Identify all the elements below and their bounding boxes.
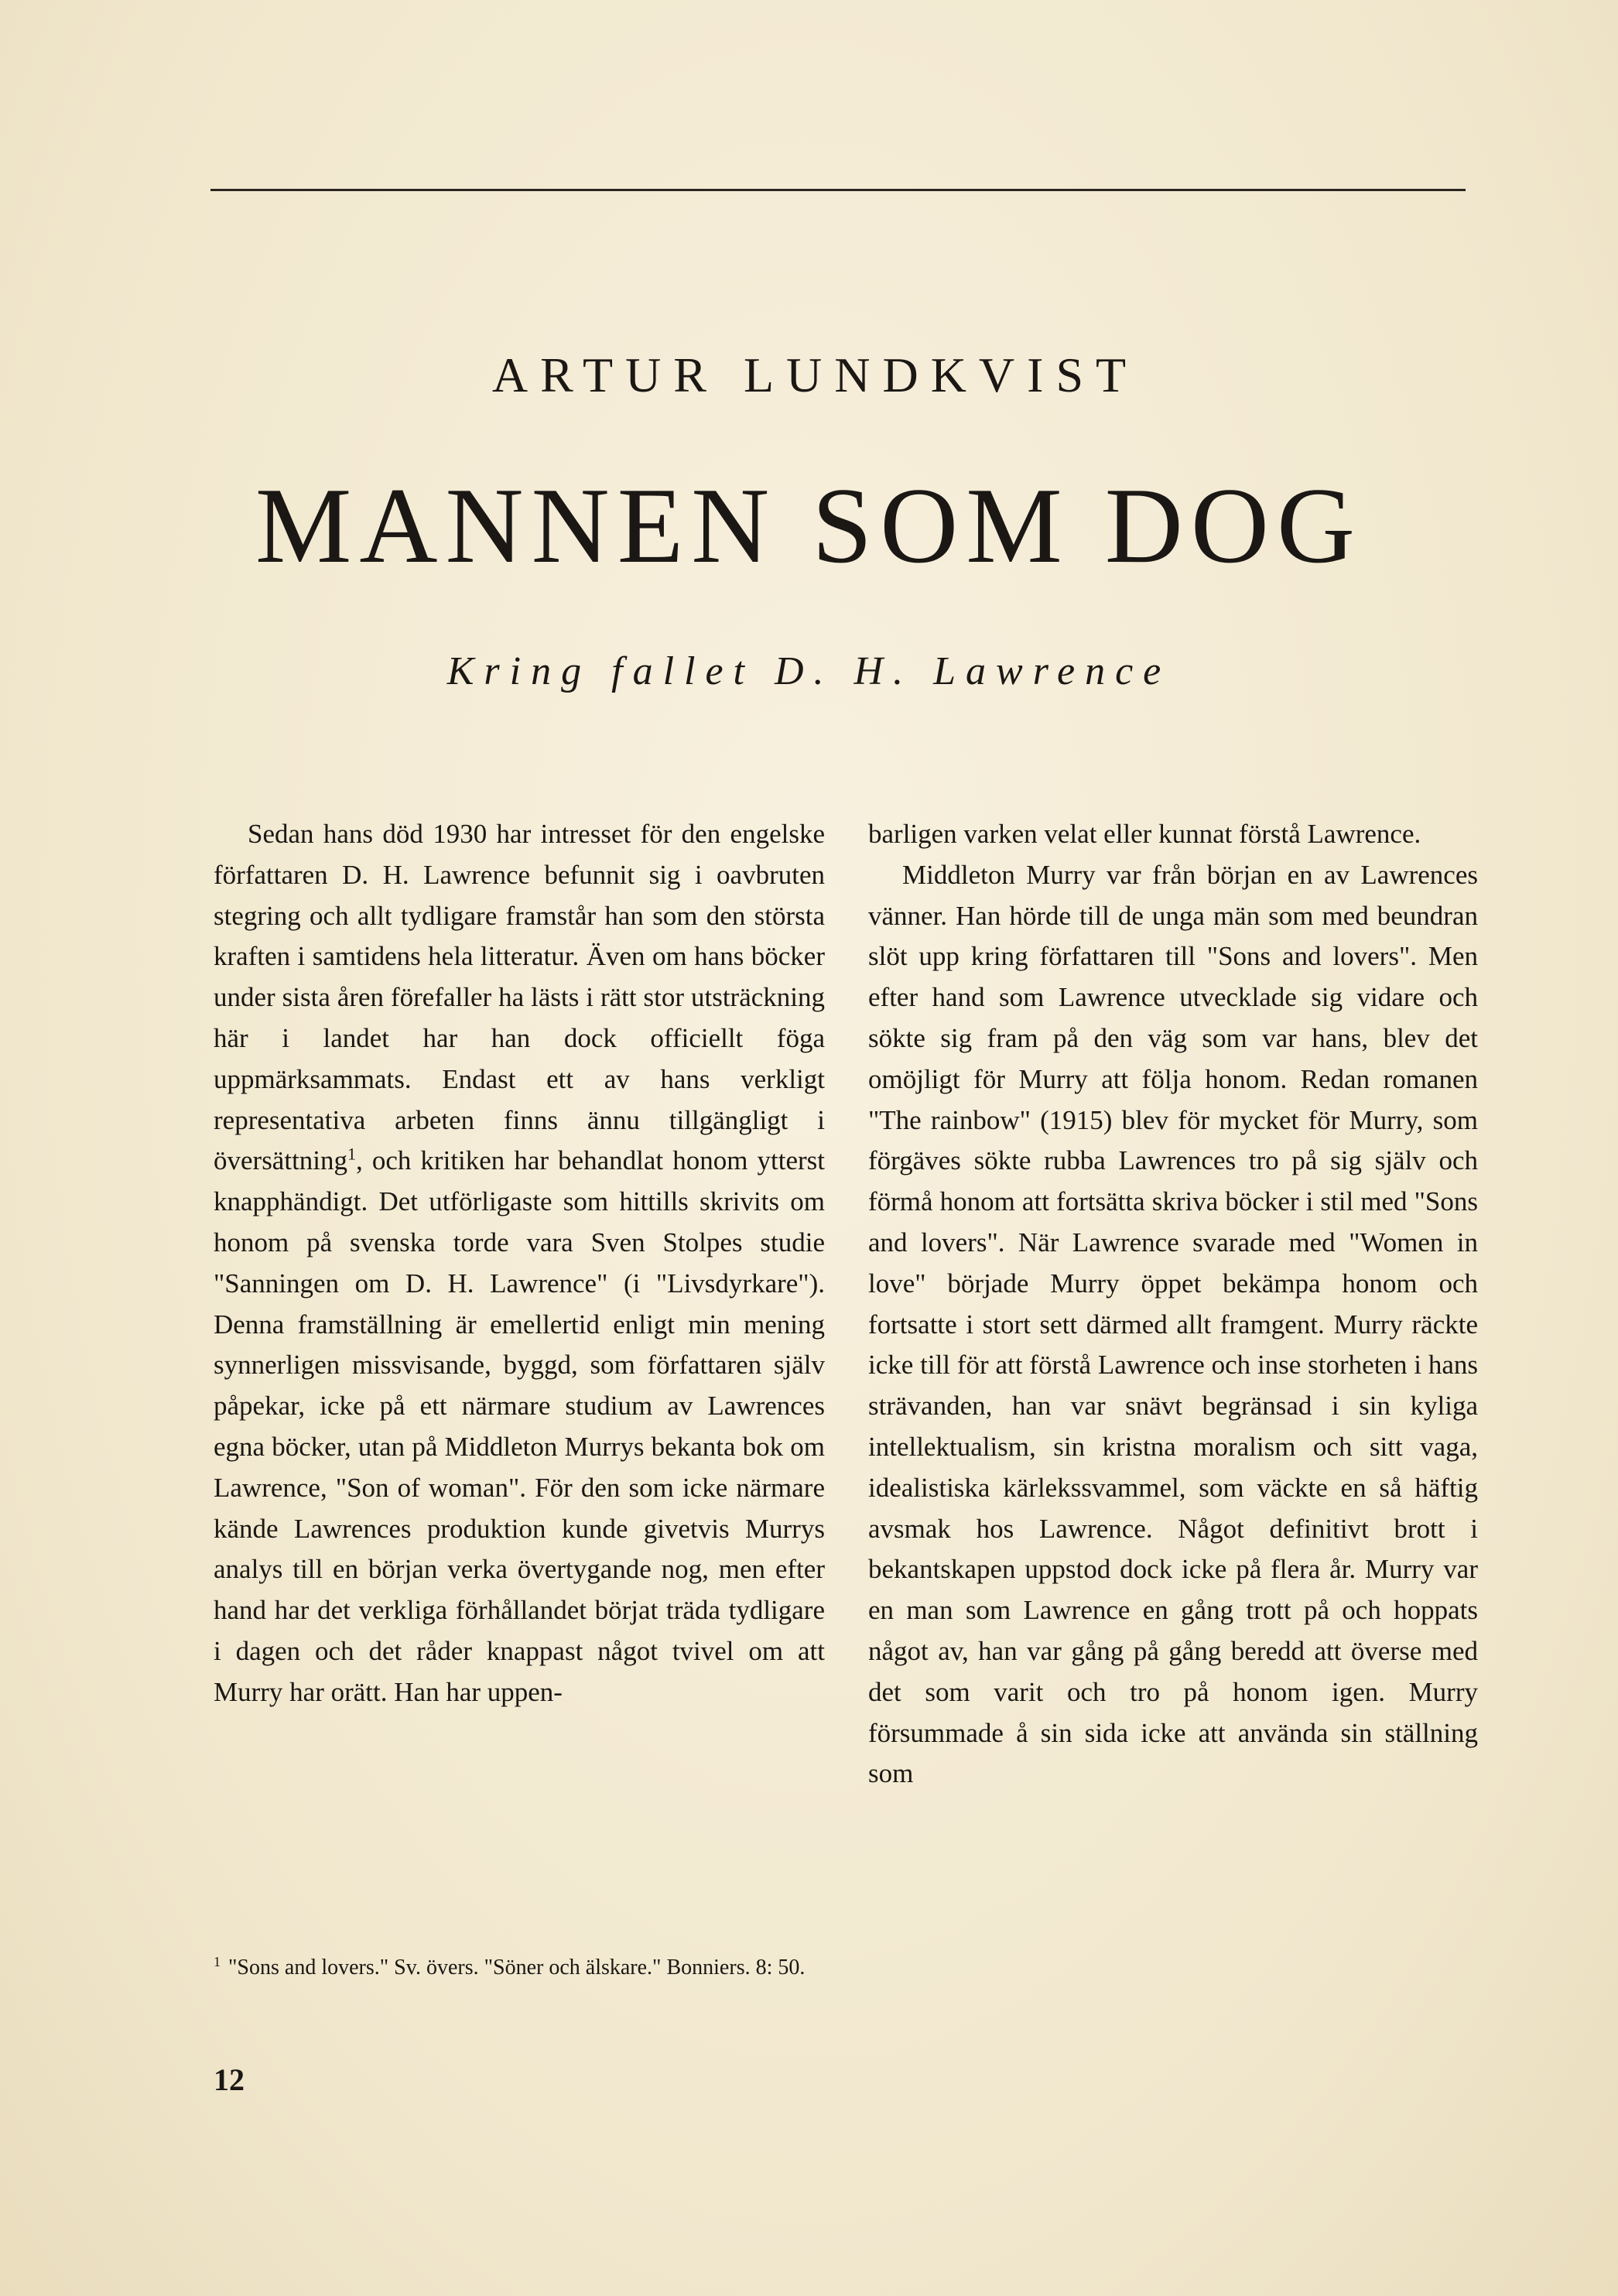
footnote-mark: 1 <box>214 1953 221 1969</box>
paragraph-1-part-b: , och kritiken har behandlat honom ytterst knapphändigt. Det utförligaste som hittills skrivits om honom på svenska torde vara Sven Stolpes studie "Sanningen om D. H. Lawrence" (i "Livsdyrkare"). Denna framställning är emellertid enligt min mening synnerligen missvisande, byggd, som författaren själv påpekar, icke på ett närmare studium av Lawrences egna böcker, utan på Middleton Murrys bekanta bok om Lawrence, "Son of woman". För den som icke närmare kände Lawrences produktion kunde givetvis Murrys analys till en början verka övertygande nog, men efter hand har det verkliga förhållandet börjat träda tydligare i dagen och det råder knappast något tvivel om att Murry har orätt. Han har uppen- <box>214 1145 825 1707</box>
author-name: ARTUR LUNDKVIST <box>491 347 1139 402</box>
paragraph-1-continued: barligen varken velat eller kunnat förstå Lawrence. <box>868 819 1421 849</box>
left-column <box>214 814 825 1713</box>
right-column <box>868 814 1478 1795</box>
page-number: 12 <box>214 2062 245 2097</box>
footnote-text: "Sons and lovers." Sv. övers. "Söner och älskare." Bonniers. 8: 50. <box>228 1956 806 1979</box>
footnote <box>214 1953 825 1983</box>
article-title: MANNEN SOM DOG <box>255 466 1363 586</box>
article-subtitle: Kring fallet D. H. Lawrence <box>446 649 1172 693</box>
paragraph-1-part-a: Sedan hans död 1930 har intresset för den engelske författaren D. H. Lawrence befunnit sig i oavbruten stegring och allt tydligare framstår han som den största kraften i samtidens hela litteratur. Även om hans böcker under sista åren förefaller ha lästs i rätt stor utsträckning här i landet har han dock officiellt föga uppmärksammats. Endast ett av hans verkligt representativa arbeten finns ännu tillgängligt i översättning <box>214 819 825 1176</box>
header-rule <box>210 189 1466 191</box>
footnote-reference: 1 <box>347 1144 357 1164</box>
paragraph-1 <box>214 814 825 1713</box>
paragraph-2: Middleton Murry var från början en av Lawrences vänner. Han hörde till de unga män som med beundran slöt upp kring författaren till "Sons and lovers". Men efter hand som Lawrence utvecklade sig vidare och sökte sig fram på den väg som var hans, blev det omöjligt för Murry att följa honom. Redan romanen "The rainbow" (1915) blev för mycket för Murry, som förgäves sökte rubba Lawrences tro på sig själv och förmå honom att fortsätta skriva böcker i stil med "Sons and lovers". När Lawrence svarade med "Women in love" började Murry öppet bekämpa honom och fortsatte i stort sett därmed allt framgent. Murry räckte icke till för att förstå Lawrence och inse storheten i hans strävanden, han var snävt begränsad i sin kyliga intellektualism, sin kristna moralism och sitt vaga, idealistiska kärlekssvammel, som väckte en så häftig avsmak hos Lawrence. Något definitivt brott i bekantskapen uppstod dock icke på flera år. Murry var en man som Lawrence en gång trott på och hoppats något av, han var gång på gång beredd att överse med det som varit och tro på honom igen. Murry försummade å sin sida icke att använda sin ställning som <box>868 859 1478 1789</box>
